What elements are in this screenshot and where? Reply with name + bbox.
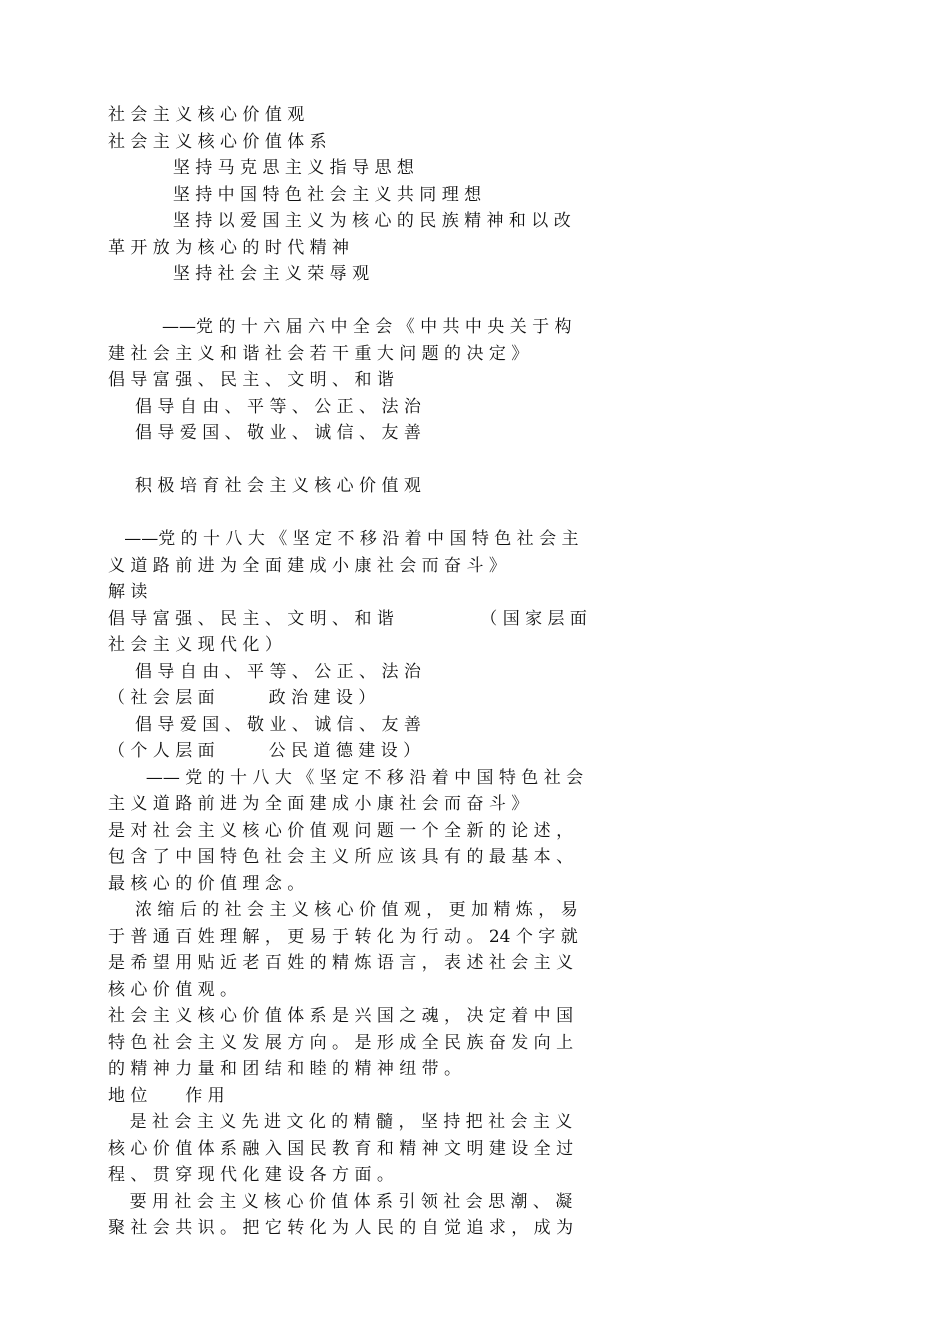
text-line: 坚 持 中 国 特 色 社 会 主 义 共 同 理 想 (108, 185, 482, 205)
text-line: 是 希 望 用 贴 近 老 百 姓 的 精 炼 语 言 ， 表 述 社 会 主 义 (108, 953, 574, 973)
text-line: 社 会 主 义 现 代 化 ） (108, 635, 282, 655)
text-line: 倡 导 富 强 、 民 主 、 文 明 、 和 谐 （ 国 家 层 面 (108, 609, 587, 629)
text-line: 的 精 神 力 量 和 团 结 和 睦 的 精 神 纽 带 。 (108, 1059, 462, 1079)
text-line: ——党 的 十 六 届 六 中 全 会 《 中 共 中 央 关 于 构 (108, 317, 572, 337)
text-line: 坚 持 社 会 主 义 荣 辱 观 (108, 264, 370, 284)
text-line: 建 社 会 主 义 和 谐 社 会 若 干 重 大 问 题 的 决 定 》 (108, 344, 529, 364)
text-line: 主 义 道 路 前 进 为 全 面 建 成 小 康 社 会 而 奋 斗 》 (108, 794, 529, 814)
text-line: 地 位 作 用 (108, 1086, 225, 1106)
text-line: 程 、 贯 穿 现 代 化 建 设 各 方 面 。 (108, 1165, 394, 1185)
text-line: 是 对 社 会 主 义 核 心 价 值 观 问 题 一 个 全 新 的 论 述 ， (108, 821, 574, 841)
text-line: 浓 缩 后 的 社 会 主 义 核 心 价 值 观 ， 更 加 精 炼 ， 易 (108, 900, 578, 920)
text-line: 社 会 主 义 核 心 价 值 体 系 (108, 132, 327, 152)
text-line: 社 会 主 义 核 心 价 值 观 (108, 105, 305, 125)
text-line: 特 色 社 会 主 义 发 展 方 向 。 是 形 成 全 民 族 奋 发 向 上 (108, 1033, 574, 1053)
text-line: 社 会 主 义 核 心 价 值 体 系 是 兴 国 之 魂 ， 决 定 着 中 国 (108, 1006, 574, 1026)
text-line: 坚 持 以 爱 国 主 义 为 核 心 的 民 族 精 神 和 以 改 (108, 211, 571, 231)
text-line: 倡 导 自 由 、 平 等 、 公 正 、 法 治 (108, 662, 421, 682)
text-line: 是 社 会 主 义 先 进 文 化 的 精 髓 ， 坚 持 把 社 会 主 义 (108, 1112, 573, 1132)
text-line: 包 含 了 中 国 特 色 社 会 主 义 所 应 该 具 有 的 最 基 本 、 (108, 847, 574, 867)
text-line: （ 个 人 层 面 公 民 道 德 建 设 ） (108, 741, 421, 761)
text-line: （ 社 会 层 面 政 治 建 设 ） (108, 688, 376, 708)
text-line: 于 普 通 百 姓 理 解 ， 更 易 于 转 化 为 行 动 。 24 个 字 就 (108, 927, 578, 947)
text-line: 倡 导 自 由 、 平 等 、 公 正 、 法 治 (108, 397, 421, 417)
text-line: 积 极 培 育 社 会 主 义 核 心 价 值 观 (108, 476, 421, 496)
text-line: 核 心 价 值 体 系 融 入 国 民 教 育 和 精 神 文 明 建 设 全 过 (108, 1139, 574, 1159)
text-line: 倡 导 富 强 、 民 主 、 文 明 、 和 谐 (108, 370, 394, 390)
text-line: 聚 社 会 共 识 。 把 它 转 化 为 人 民 的 自 觉 追 求 ， 成 为 (108, 1218, 574, 1238)
text-line: 解 读 (108, 582, 148, 602)
text-line: 核 心 价 值 观 。 (108, 980, 238, 1000)
text-line: ——党 的 十 八 大 《 坚 定 不 移 沿 着 中 国 特 色 社 会 主 (108, 529, 579, 549)
text-line: 要 用 社 会 主 义 核 心 价 值 体 系 引 领 社 会 思 潮 、 凝 (108, 1192, 573, 1212)
text-line: 革 开 放 为 核 心 的 时 代 精 神 (108, 238, 350, 258)
text-line: 坚 持 马 克 思 主 义 指 导 思 想 (108, 158, 414, 178)
text-line: 最 核 心 的 价 值 理 念 。 (108, 874, 305, 894)
text-line: 倡 导 爱 国 、 敬 业 、 诚 信 、 友 善 (108, 423, 421, 443)
text-line: 倡 导 爱 国 、 敬 业 、 诚 信 、 友 善 (108, 715, 421, 735)
text-line: —— 党 的 十 八 大 《 坚 定 不 移 沿 着 中 国 特 色 社 会 (108, 768, 584, 788)
text-line: 义 道 路 前 进 为 全 面 建 成 小 康 社 会 而 奋 斗 》 (108, 556, 506, 576)
